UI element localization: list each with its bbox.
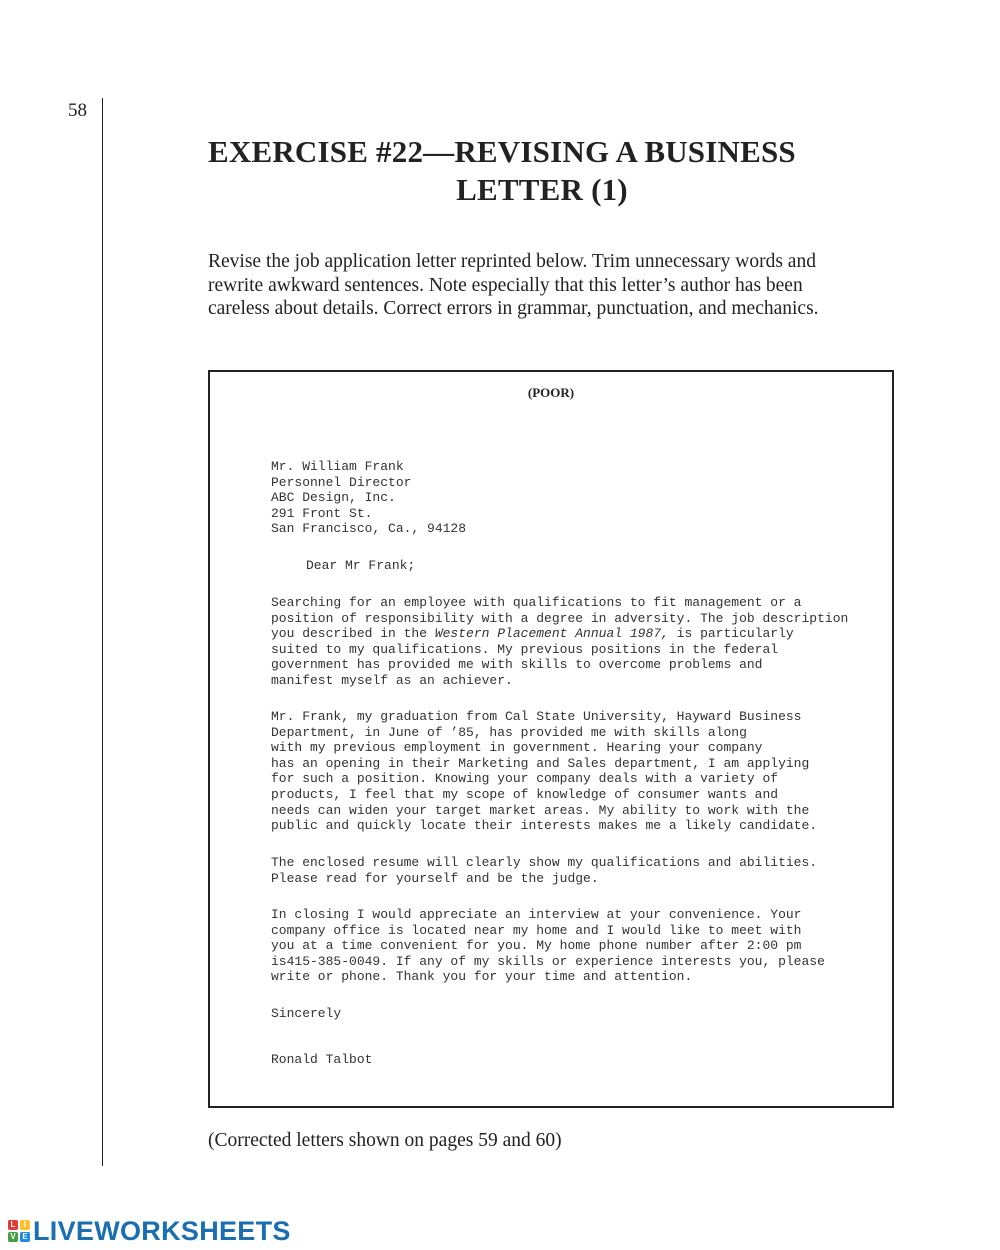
letter-line: manifest myself as an achiever.	[271, 672, 513, 688]
letter-line: Department, in June of ’85, has provided me with skills along	[271, 724, 747, 740]
letter-line: has an opening in their Marketing and Sales department, I am applying	[271, 755, 810, 771]
letter-line: with my previous employment in government. Hearing your company	[271, 740, 763, 756]
liveworksheets-icon	[8, 1220, 30, 1242]
address-line: Personnel Director	[271, 474, 412, 490]
letter-box	[208, 370, 894, 1108]
logo-tile: E	[20, 1232, 30, 1242]
letter-paragraph-4	[271, 907, 871, 985]
address-line: 291 Front St.	[271, 505, 373, 521]
address-line: San Francisco, Ca., 94128	[271, 521, 467, 537]
instructions-line: careless about details. Correct errors in grammar, punctuation, and mechanics.	[208, 298, 819, 319]
publication-title: Western Placement Annual 1987,	[434, 626, 669, 642]
letter-line: government has provided me with skills to overcome problems and	[271, 657, 763, 673]
letter-paragraph-2	[271, 709, 871, 834]
letter-line: position of responsibility with a degree in adversity. The job description	[271, 610, 849, 626]
complimentary-close: Sincerely	[271, 1006, 342, 1021]
signature-name: Ronald Talbot	[271, 1052, 373, 1067]
letter-line: products, I feel that my scope of knowledge of consumer wants and	[271, 786, 779, 802]
letter-line: is415-385-0049. If any of my skills or experience interests you, please	[271, 953, 825, 969]
instructions-line: Revise the job application letter reprinted below. Trim unnecessary words and	[208, 251, 816, 272]
letter-text: is particularly	[668, 626, 794, 642]
letter-line: The enclosed resume will clearly show my qualifications and abilities.	[271, 855, 818, 870]
instructions	[208, 250, 888, 321]
letter-line: suited to my qualifications. My previous positions in the federal	[271, 641, 779, 657]
brand-text: LIVEWORKSHEETS	[33, 1215, 291, 1246]
address-line: ABC Design, Inc.	[271, 490, 396, 506]
footnote: (Corrected letters shown on pages 59 and 60)	[208, 1130, 562, 1151]
letter-line: for such a position. Knowing your company deals with a variety of	[271, 771, 779, 787]
poor-label: (POOR)	[527, 385, 575, 400]
letter-line: company office is located near my home and I would like to meet with	[271, 922, 802, 938]
logo-tile: L	[8, 1220, 18, 1230]
letter-line: public and quickly locate their interests makes me a likely candidate.	[271, 818, 818, 834]
margin-rule	[102, 98, 103, 1166]
letter-line: Searching for an employee with qualifications to fit management or a	[271, 595, 802, 610]
letter-paragraph-3	[271, 855, 871, 886]
exercise-title	[208, 133, 876, 209]
letter-line: Mr. Frank, my graduation from Cal State University, Hayward Business	[271, 709, 802, 724]
letter-line	[271, 626, 871, 642]
letter-text: you described in the	[271, 626, 435, 642]
letter-line: you at a time convenient for you. My home phone number after 2:00 pm	[271, 938, 802, 954]
liveworksheets-logo[interactable]	[8, 1214, 291, 1248]
letter-paragraph-1	[271, 595, 871, 689]
title-line-2: LETTER (1)	[456, 172, 628, 207]
letter-line: Please read for yourself and be the judge.	[271, 870, 599, 886]
letter-line: In closing I would appreciate an interview at your convenience. Your	[271, 907, 802, 922]
letter-line: write or phone. Thank you for your time and attention.	[271, 969, 693, 985]
title-line-1: EXERCISE #22—REVISING A BUSINESS	[208, 134, 796, 169]
logo-tile: I	[20, 1220, 30, 1230]
page-number: 58	[68, 100, 87, 121]
address-line: Mr. William Frank	[271, 459, 404, 474]
instructions-line: rewrite awkward sentences. Note especially that this letter’s author has been	[208, 274, 803, 296]
logo-tile: V	[8, 1232, 18, 1242]
inside-address	[271, 459, 466, 537]
letter-line: needs can widen your target market areas. My ability to work with the	[271, 802, 810, 818]
salutation: Dear Mr Frank;	[306, 558, 416, 573]
